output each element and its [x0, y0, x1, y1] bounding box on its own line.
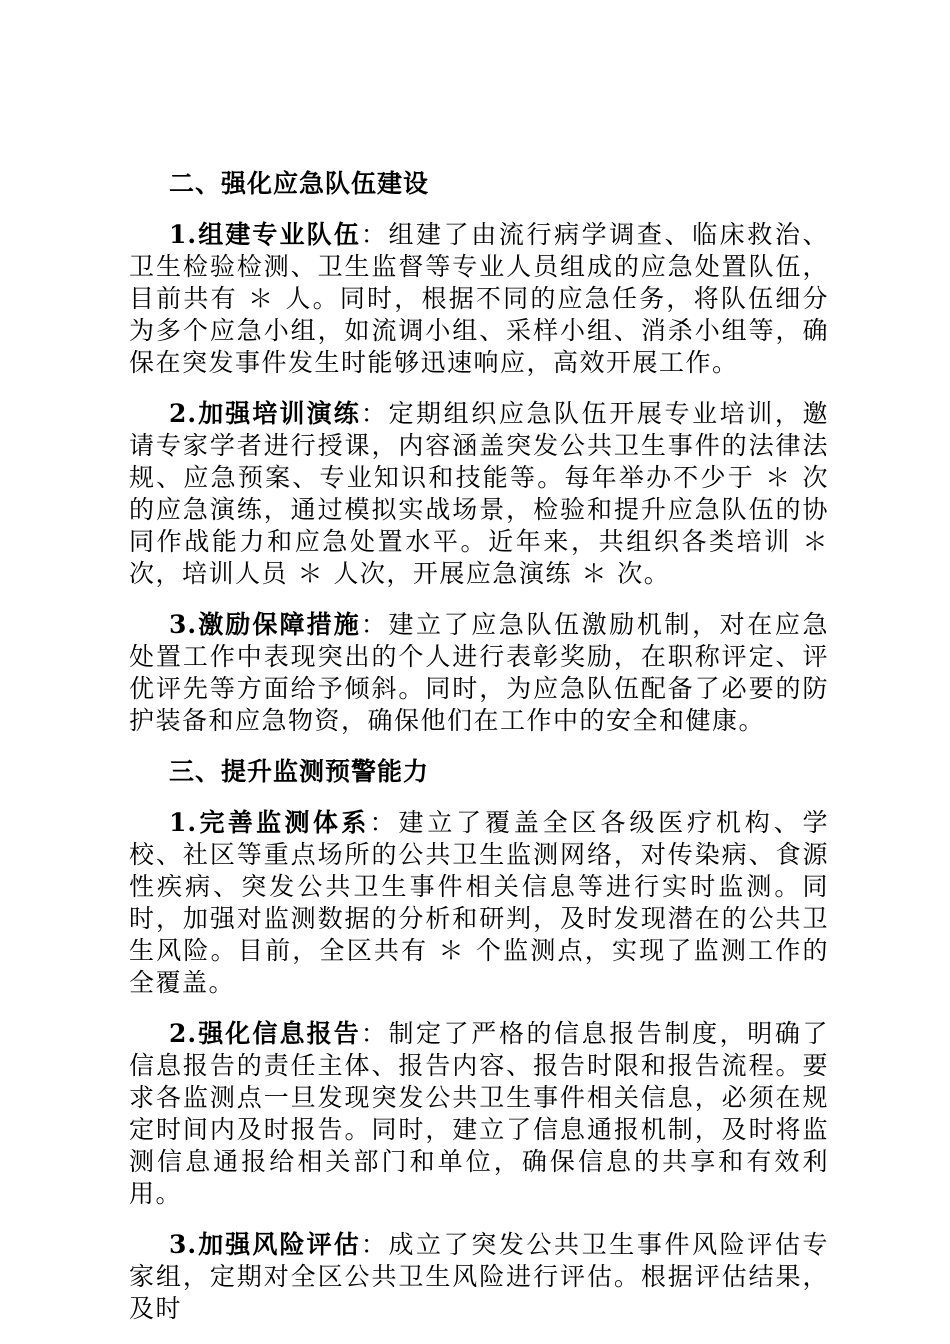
paragraph-lead: 2.加强培训演练 — [169, 399, 361, 428]
paragraph-lead: 3.激励保障措施 — [169, 610, 361, 639]
paragraph-lead: 3.加强风险评估 — [169, 1230, 361, 1259]
paragraph-lead: 1.组建专业队伍 — [169, 220, 361, 249]
section-heading: 二、强化应急队伍建设 — [169, 169, 430, 198]
paragraph-separator: ： — [360, 1019, 389, 1048]
paragraph-lead: 1.完善监测体系 — [169, 808, 370, 837]
paragraph-lead: 2.强化信息报告 — [169, 1019, 361, 1048]
paragraph — [129, 1018, 829, 1210]
paragraph-separator: ： — [360, 610, 389, 639]
paragraph — [129, 1229, 829, 1325]
paragraph-text: 建立了覆盖全区各级医疗机构、学校、社区等重点场所的公共卫生监测网络，对传染病、食源性疾病、突发公共卫生事件相关信息等进行实时监测。同时，加强对监测数据的分析和研判，及时发现潜在的公共卫生风险。目前，全区共有 ＊ 个监测点，实现了监测工作的全覆盖。 — [129, 808, 829, 997]
paragraph-text: 制定了严格的信息报告制度，明确了信息报告的责任主体、报告内容、报告时限和报告流程。要求各监测点一旦发现突发公共卫生事件相关信息，必须在规定时间内及时报告。同时，建立了信息通报机制，及时将监测信息通报给相关部门和单位，确保信息的共享和有效利用。 — [129, 1019, 829, 1208]
document-body — [129, 168, 829, 1344]
paragraph — [129, 219, 829, 379]
paragraph — [129, 609, 829, 737]
section-heading: 三、提升监测预警能力 — [169, 757, 430, 786]
paragraph-text: 成立了突发公共卫生事件风险评估专家组，定期对全区公共卫生风险进行评估。根据评估结果，及时 — [129, 1230, 829, 1323]
paragraph — [129, 807, 829, 999]
paragraph-text: 建立了应急队伍激励机制，对在应急处置工作中表现突出的个人进行表彰奖励，在职称评定、评优评先等方面给予倾斜。同时，为应急队伍配备了必要的防护装备和应急物资，确保他们在工作中的安全和健康。 — [129, 610, 829, 735]
paragraph-separator: ： — [360, 1230, 389, 1259]
paragraph-text: 定期组织应急队伍开展专业培训，邀请专家学者进行授课，内容涵盖突发公共卫生事件的法律法规、应急预案、专业知识和技能等。每年举办不少于 ＊ 次的应急演练，通过模拟实战场景，检验和提升应急队伍的协同作战能力和应急处置水平。近年来，共组织各类培训 ＊ 次，培训人员 ＊ 人次，开展应急演练 ＊ 次。 — [129, 399, 829, 588]
paragraph-separator: ： — [360, 220, 389, 249]
paragraph — [129, 398, 829, 590]
paragraph-separator: ： — [360, 399, 389, 428]
paragraph-separator: ： — [369, 808, 399, 837]
paragraph-text: 组建了由流行病学调查、临床救治、卫生检验检测、卫生监督等专业人员组成的应急处置队伍，目前共有 ＊ 人。同时，根据不同的应急任务，将队伍细分为多个应急小组，如流调小组、采样小组、消杀小组等，确保在突发事件发生时能够迅速响应，高效开展工作。 — [129, 220, 829, 377]
